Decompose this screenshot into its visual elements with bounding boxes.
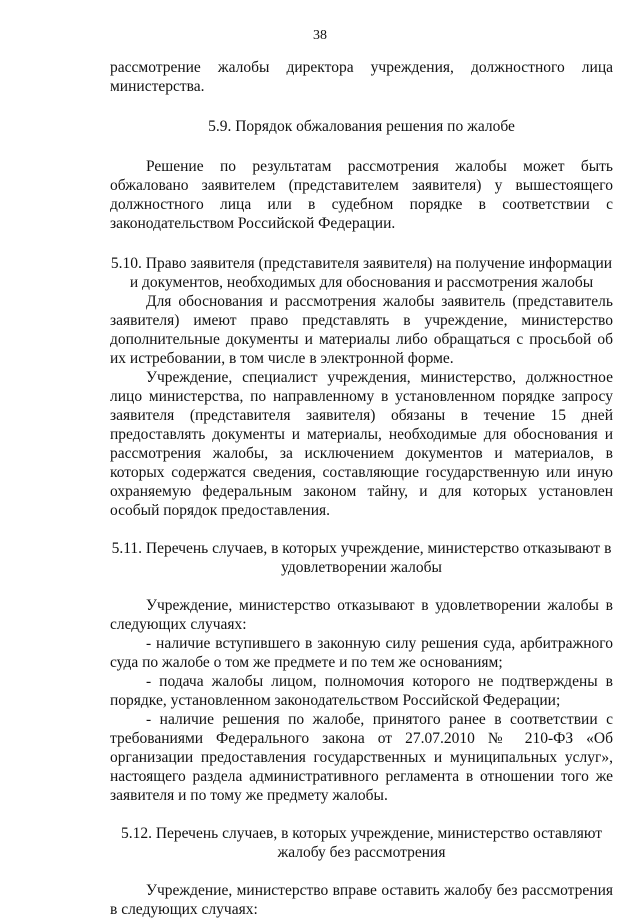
paragraph-continuation: рассмотрение жалобы директора учреждения, должностного лица министерства. [110,59,613,95]
paragraph-refusal-cases: Учреждение, министерство отказывают в удовлетворении жалобы в следующих случаях: [110,597,613,633]
paragraph-documents-right: Для обоснования и рассмотрения жалобы заявитель (представитель заявителя) имеют право представлять в учреждение, министерство дополнительные документы и материалы либо обращаться с просьбой об их истребовании, в том числе в электронной форме. [110,293,613,367]
paragraph-15-days: Учреждение, специалист учреждения, министерство, должностное лицо министерства, по направленному в установленном порядке запросу заявителя (представителя заявителя) обязаны в течение 15 дней предоставлять документы и материалы, необходимые для обоснования и рассмотрения жалобы, за исключением документов и материалов, в которых содержатся сведения, составляющие государственную или иную охраняемую федеральным законом тайну, и для которых установлен особый порядок предоставления. [110,369,613,519]
heading-5-10: 5.10. Право заявителя (представителя заявителя) на получение информации и документов, необходимых для обоснования и рассмотрения жалобы [110,255,613,291]
paragraph-without-review: Учреждение, министерство вправе оставить жалобу без рассмотрения в следующих случаях: [110,882,613,918]
page-number: 38 [313,28,327,43]
list-item-court-decision: - наличие вступившего в законную силу решения суда, арбитражного суда по жалобе о том же предмете и по тем же основаниям; [110,635,613,671]
document-body [110,58,613,919]
list-item-prior-decision: - наличие решения по жалобе, принятого ранее в соответствии с требованиями Федерального закона от 27.07.2010 № 210-ФЗ «Об организации предоставления государственных и муниципальных услуг», настоящего раздела административного регламента в отношении того же заявителя и по тому же предмету жалобы. [110,711,613,804]
heading-5-9: 5.9. Порядок обжалования решения по жалобе [208,118,515,135]
heading-5-11: 5.11. Перечень случаев, в которых учреждение, министерство отказывают в удовлетворении жалобы [111,540,612,576]
paragraph-appeal-decision: Решение по результатам рассмотрения жалобы может быть обжаловано заявителем (представителем заявителя) у вышестоящего должностного лица или в судебном порядке в соответствии с законодательством Российской Федерации. [110,158,613,232]
heading-5-12: 5.12. Перечень случаев, в которых учреждение, министерство оставляют жалобу без рассмотрения [120,825,602,861]
list-item-unauthorized-person: - подача жалобы лицом, полномочия которого не подтверждены в порядке, установленном законодательством Российской Федерации; [110,673,613,709]
